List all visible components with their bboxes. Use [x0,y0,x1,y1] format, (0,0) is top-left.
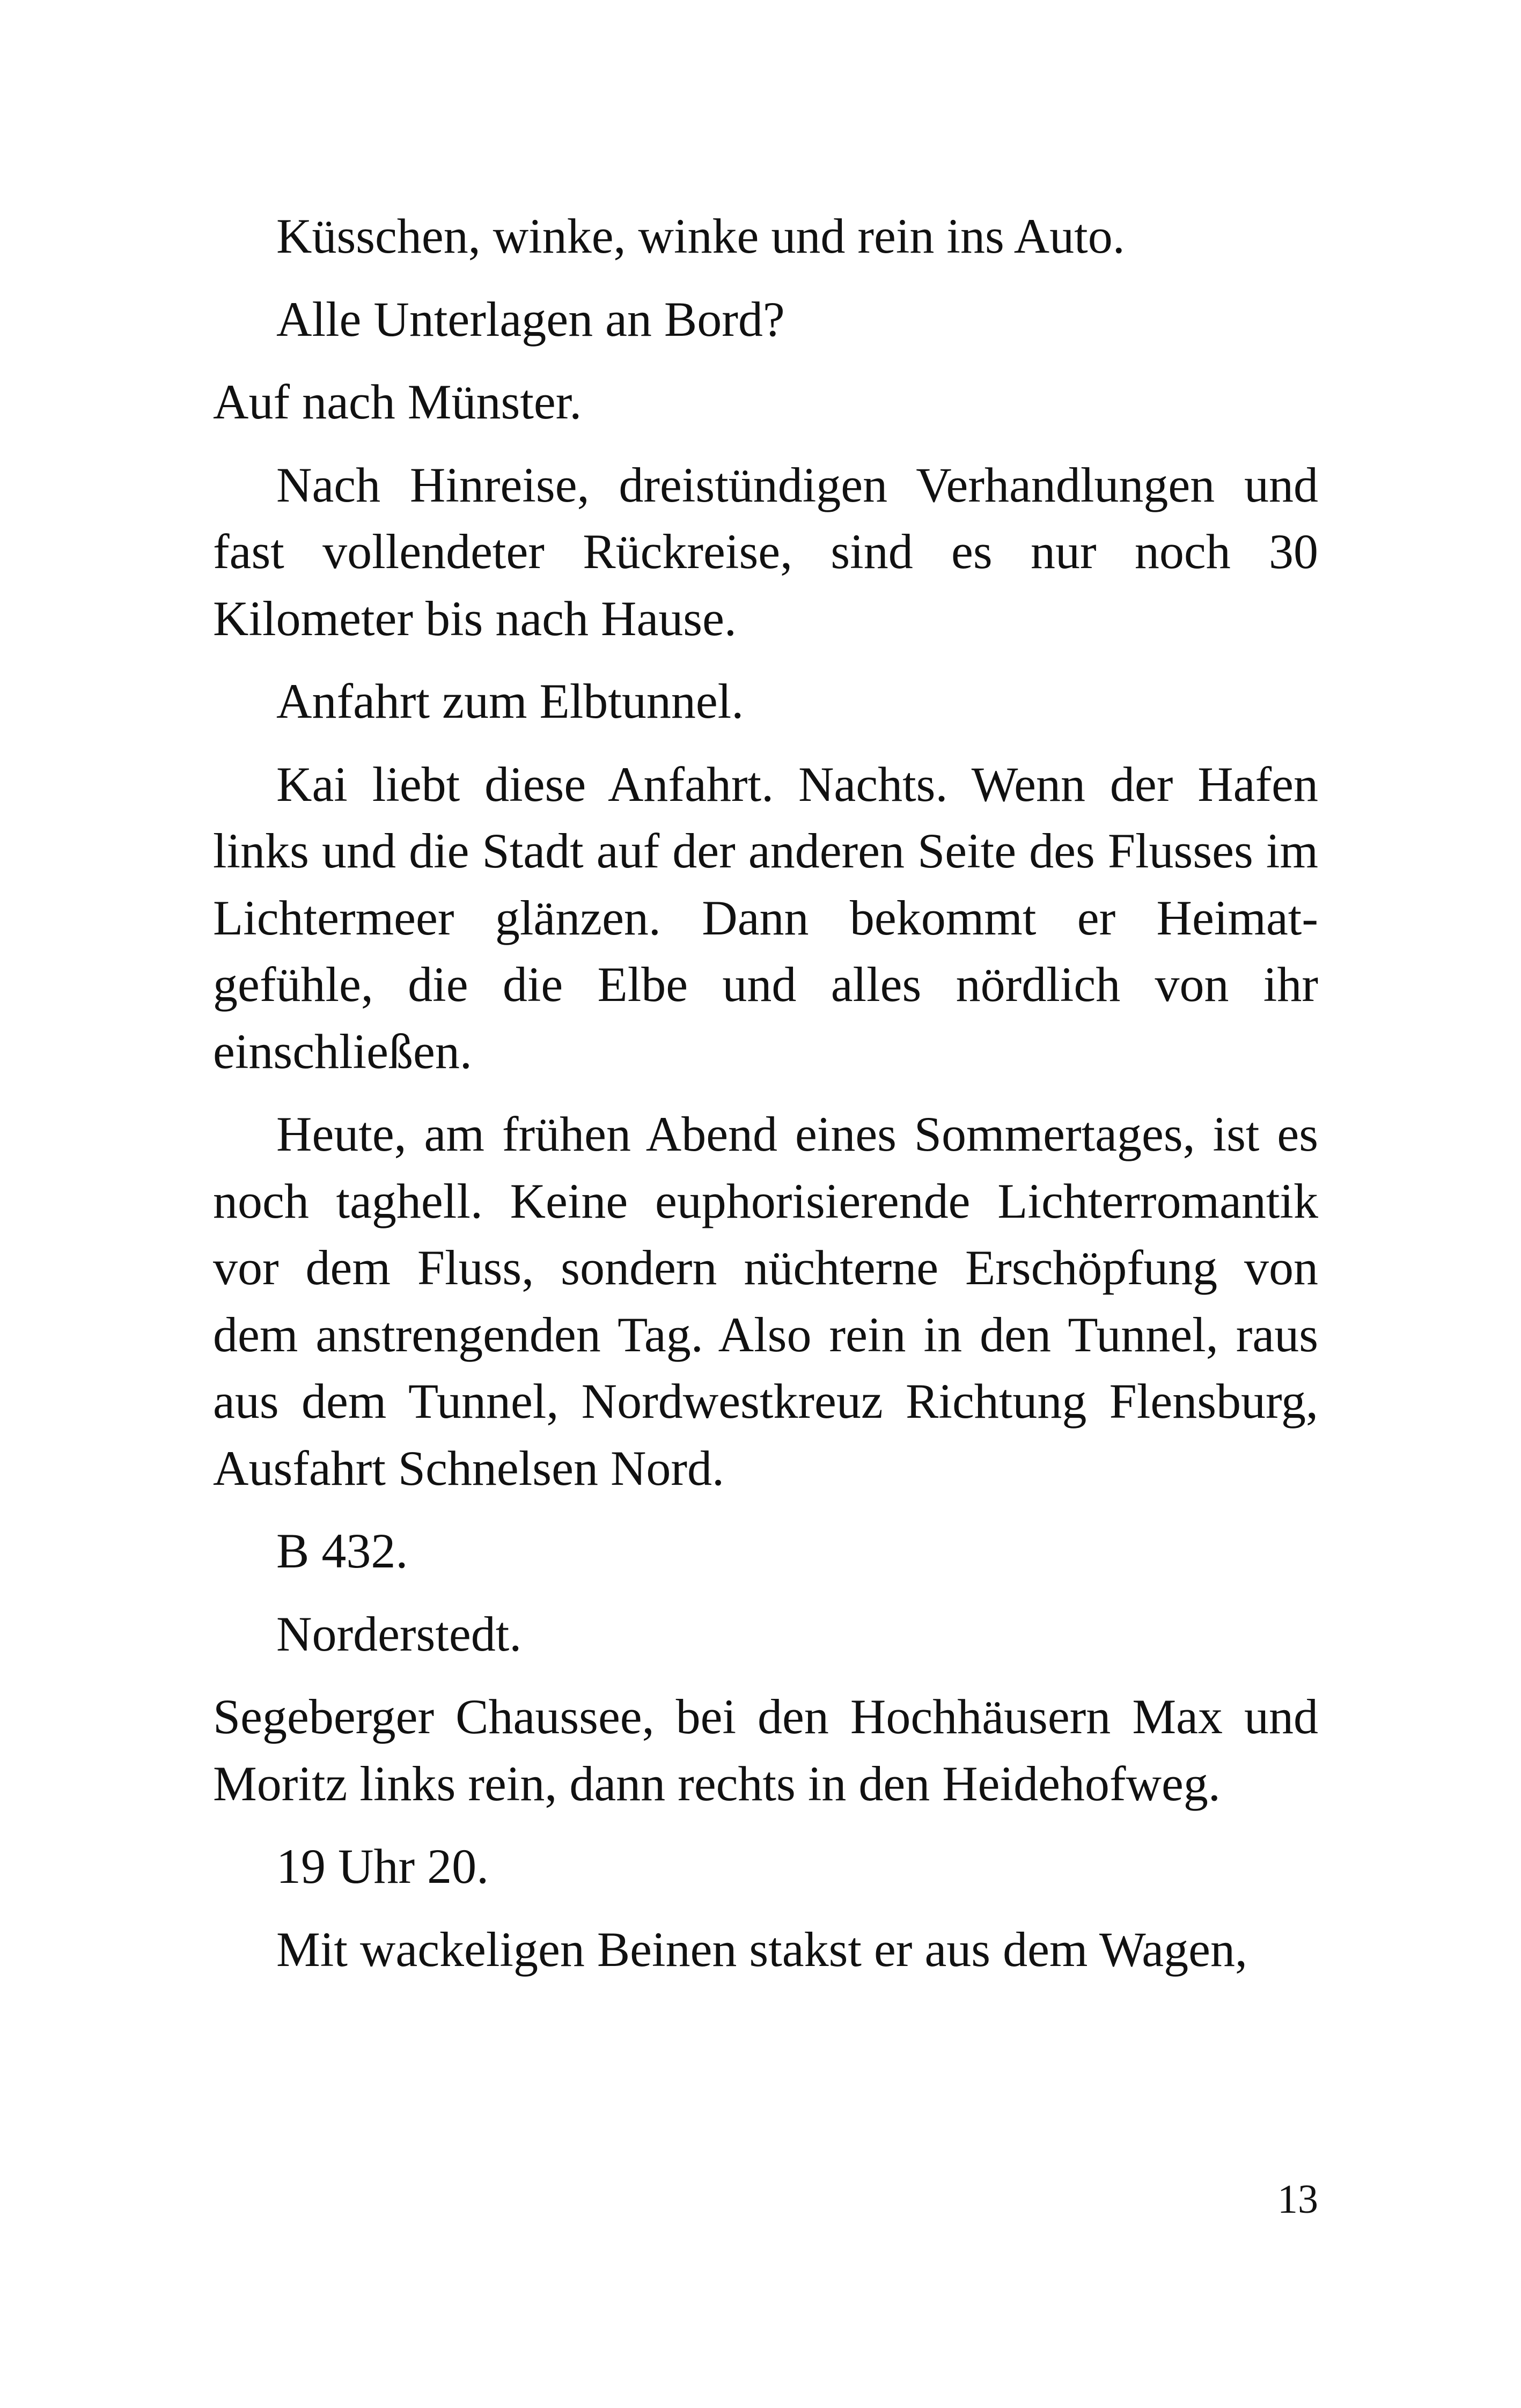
body-text [213,203,1318,1999]
paragraph-8: B 432. [276,1523,408,1578]
page-number: 13 [1277,2177,1318,2222]
paragraph-7: Heute, am frühen Abend eines Sommertages, ist es noch taghell. Keine euphorisierende Lichterromantik vor dem Fluss, sondern nüchterne Erschöpfung von dem anstrengenden Tag. Also rein in den Tunnel, raus aus dem Tunnel, Nordwestkreuz Richtung Flensburg, Ausfahrt Schnelsen Nord. [213,1107,1318,1496]
paragraph-1: Küsschen, winke, winke und rein ins Auto. [276,209,1125,263]
paragraph-2: Alle Unterlagen an Bord? [276,291,785,347]
paragraph-4: Nach Hinreise, dreistündigen Verhandlungen und fast vollendeter Rückreise, sind es nur noch 30 Kilometer bis nach Hause. [213,457,1318,646]
paragraph-11: 19 Uhr 20. [276,1839,489,1894]
paragraph-3: Auf nach Münster. [213,374,582,429]
paragraph-9: Norderstedt. [276,1606,522,1661]
paragraph-6: Kai liebt diese Anfahrt. Nachts. Wenn der Hafen links und die Stadt auf der anderen Seite des Flusses im Lichtermeer glänzen. Dann bekommt er Heimatgefühle, die die Elbe und alles nördlich von ihr einschließen. [213,756,1318,1079]
paragraph-10: Segeberger Chaussee, bei den Hochhäusern Max und Moritz links rein, dann rechts in den Heidehofweg. [213,1689,1318,1811]
paragraph-12: Mit wackeligen Beinen stakst er aus dem Wagen, [276,1921,1247,1977]
paragraph-5: Anfahrt zum Elbtunnel. [276,674,744,728]
